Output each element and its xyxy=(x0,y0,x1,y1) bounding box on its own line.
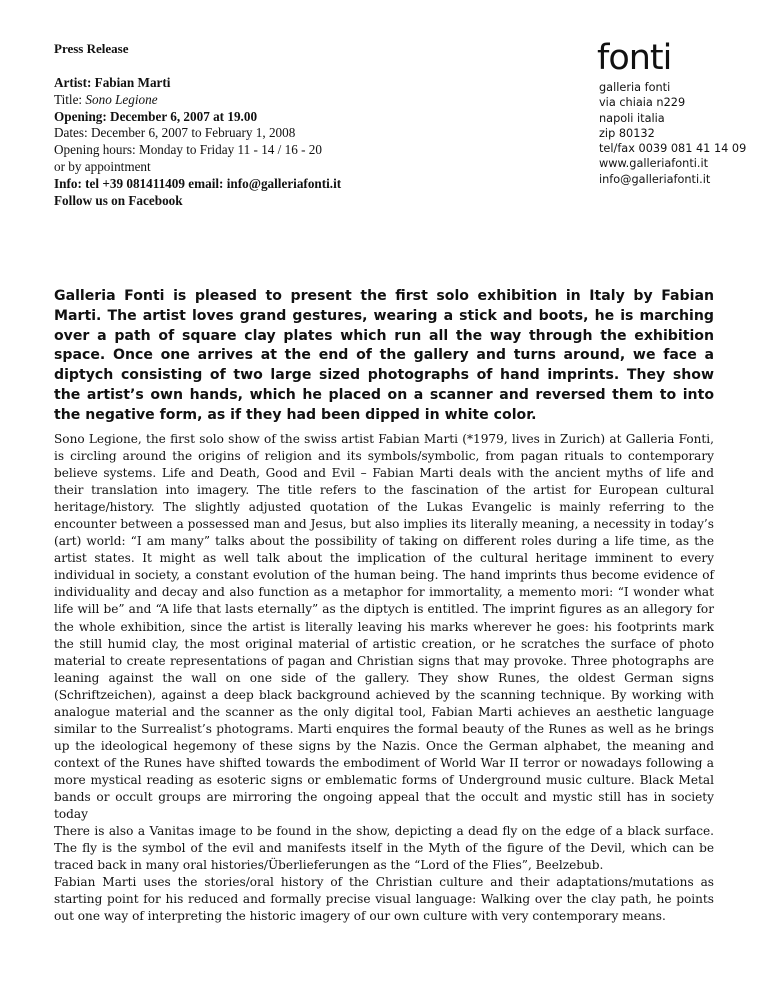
hours-line: Opening hours: Monday to Friday 11 - 14 / 16 - 20 xyxy=(54,142,322,158)
artist-line: Artist: Fabian Marti xyxy=(54,75,171,90)
gallery-address xyxy=(599,80,768,187)
body-paragraph: Fabian Marti uses the stories/oral history of the Christian culture and their adaptations/mutations as starting point for his reduced and formally precise visual language: Walking over the clay path, he points out one way of interpreting the historic imagery of our own culture with very contemporary means. xyxy=(54,875,714,924)
opening-line: Opening: December 6, 2007 at 19.00 xyxy=(54,108,258,124)
body-paragraph: Sono Legione, the first solo show of the swiss artist Fabian Marti (*1979, lives in Zurich) at Galleria Fonti, is circling around the origins of religion and its symbols/symbolic, from pagan rituals to contemporary believe systems. Life and Death, Good and Evil – Fabian Marti deals with the ancient myths of life and their translation into imagery. The title refers to the fascination of the artist for European cultural heritage/history. The slightly adjusted quotation of the Lukas Evangelic is mainly referring to the encounter between a possessed man and Jesus, but also implies its literally meaning, a necessity in today’s (art) world: “I am many” talks about the possibility of taking on different roles during a life time, as the artist states. It might as well talk about the implication of the cultural heritage imminent to every individual in society, a constant evolution of the human being. The hand imprints thus become evidence of individuality and decay and also function as a metaphor for immortality, a memento mori: “I wonder what life will be” and “A life that lasts eternally” as the diptych is entitled. The imprint figures as an allegory for the whole exhibition, since the artist is literally leaving his marks wherever he goes: his footprints mark the still humid clay, the most original material of artistic creation, or he scratches the surface of photo material to create representations of pagan and Christian signs that may provoke. Three photographs are leaning against the wall on one side of the gallery. They show Runes, the oldest German signs (Schriftzeichen), against a deep black background achieved by the scanning technique. By working with analogue material and the scanner as the only digital tool, Fabian Marti achieves an aesthetic language similar to the Surrealist’s photograms. Marti enquires the formal beauty of the Runes as well as he brings up the ideological hegemony of these signs by the Nazis. Once the German alphabet, the meaning and context of the Runes have shifted towards the embodiment of World War II terror or nowadays following a more mystical reading as esoteric signs or emblematic forms of Underground music culture. Black Metal bands or occult groups are mirroring the ongoing appeal that the occult and mystic still has in society today xyxy=(54,432,714,822)
title-line xyxy=(54,92,474,109)
exhibition-info xyxy=(54,75,474,209)
appointment-line: or by appointment xyxy=(54,158,151,174)
gallery-city: napoli italia xyxy=(599,111,665,125)
body-paragraph: There is also a Vanitas image to be found in the show, depicting a dead fly on the edge of a black surface. The fly is the symbol of the evil and manifests itself in the Myth of the figure of the Devil, which can be traced back in many oral histories/Überlieferungen as the “Lord of the Flies”, Beelzebub. xyxy=(54,824,714,873)
title-value: Sono Legione xyxy=(85,91,158,107)
gallery-email: info@galleriafonti.it xyxy=(599,172,711,186)
gallery-logo: fonti xyxy=(597,38,672,78)
gallery-web: www.galleriafonti.it xyxy=(599,157,709,171)
body-text xyxy=(54,431,714,925)
gallery-street: via chiaia n229 xyxy=(599,96,686,110)
lead-paragraph: Galleria Fonti is pleased to present the first solo exhibition in Italy by Fabian Marti. The artist loves grand gestures, wearing a stick and boots, he is marching over a path of square clay plates which run all the way through the exhibition space. Once one arrives at the end of the gallery and turns around, we face a diptych consisting of two large sized photographs of hand imprints. They show the artist’s own hands, which he placed on a scanner and reversed them to into the negative form, as if they had been dipped in white color. xyxy=(54,288,714,423)
press-release-label: Press Release xyxy=(54,41,129,56)
gallery-name: galleria fonti xyxy=(599,81,671,94)
title-label: Title: xyxy=(54,91,86,107)
gallery-phone: tel/fax 0039 081 41 14 09 xyxy=(599,142,747,156)
gallery-zip: zip 80132 xyxy=(599,126,655,140)
dates-line: Dates: December 6, 2007 to February 1, 2008 xyxy=(54,125,296,141)
contact-line: Info: tel +39 081411409 email: info@galleriafonti.it xyxy=(54,175,342,191)
facebook-line: Follow us on Facebook xyxy=(54,192,183,208)
